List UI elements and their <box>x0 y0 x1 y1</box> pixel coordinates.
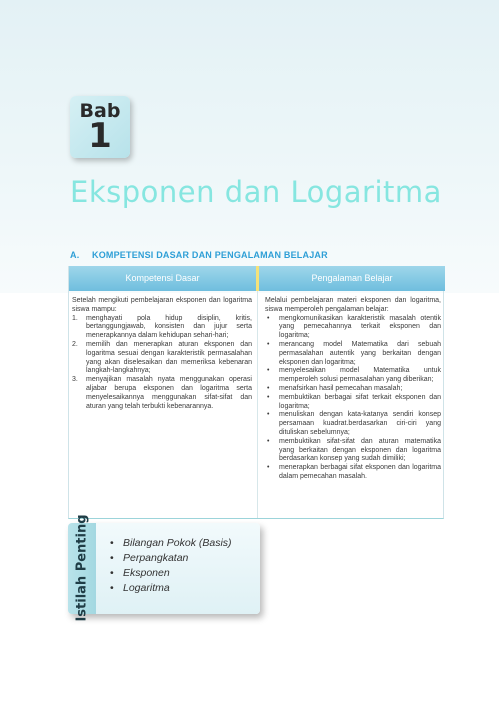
kompetensi-intro: Setelah mengikuti pembelajaran eksponen dan logaritma siswa mampu: <box>72 297 252 313</box>
list-item: • membuktikan sifat-sifat dan aturan matematika yang berkaitan dengan eksponen dan logaritma berdasarkan konsep yang sudah dimiliki; <box>267 437 441 463</box>
bullet-icon: • <box>267 340 270 348</box>
list-item: • mengkomunikasikan karakteristik masalah otentik yang pemecahannya terkait eksponen dan logaritma; <box>267 314 441 340</box>
list-item: 2. memilih dan menerapkan aturan eksponen dan logaritma sesuai dengan karakteristik permasalahan yang akan diselesaikan dan memeriksa kebenaran langkah-langkahnya; <box>72 340 252 375</box>
chapter-badge <box>70 96 130 158</box>
pengalaman-intro: Melalui pembelajaran materi eksponen dan logaritma, siswa memperoleh pengalaman belajar: <box>265 297 441 313</box>
bullet-icon: • <box>110 537 114 549</box>
bullet-icon: • <box>267 393 270 401</box>
bullet-icon: • <box>267 367 270 375</box>
bullet-icon: • <box>267 411 270 419</box>
bullet-icon: • <box>267 314 270 322</box>
kompetensi-cell <box>72 297 252 411</box>
column-header-kompetensi: Kompetensi Dasar <box>69 266 256 291</box>
column-divider <box>257 291 258 518</box>
chapter-label: Bab <box>79 100 121 122</box>
competency-table <box>68 266 444 519</box>
key-terms-list <box>110 536 232 596</box>
list-item: • membuktikan berbagai sifat terkait eksponen dan logaritma; <box>267 393 441 410</box>
list-item: • Perpangkatan <box>110 552 189 564</box>
list-item: • Logaritma <box>110 582 170 594</box>
key-terms-box <box>68 514 260 622</box>
list-item: • Eksponen <box>110 567 170 579</box>
column-header-pengalaman: Pengalaman Belajar <box>259 266 445 291</box>
list-item: 1. menghayati pola hidup disiplin, kritis, bertanggungjawab, konsisten dan jujur serta menerapkannya dalam kehidupan sehari-hari; <box>72 314 252 340</box>
section-heading-text: KOMPETENSI DASAR DAN PENGALAMAN BELAJAR <box>92 250 328 260</box>
key-terms-tab <box>68 514 96 622</box>
bullet-icon: • <box>110 552 114 564</box>
bullet-icon: • <box>267 464 270 472</box>
list-item: • menuliskan dengan kata-katanya sendiri konsep persamaan kuadrat.berdasarkan ciri-ciri yang dituliskan sebelumnya; <box>267 411 441 436</box>
bullet-icon: • <box>110 567 114 579</box>
list-item: • menyelesaikan model Matematika untuk memperoleh solusi permasalahan yang diberikan; <box>267 367 441 384</box>
list-item: • merancang model Matematika dari sebuah permasalahan autentik yang berkaitan dengan eksponen dan logaritma; <box>267 340 441 366</box>
list-item: 3. menyajikan masalah nyata menggunakan operasi aljabar berupa eksponen dan logaritma serta menyelesaikannya menggunakan sifat-sifat dan aturan yang telah terbukti kebenarannya. <box>72 376 252 410</box>
bullet-icon: • <box>267 437 270 445</box>
bullet-icon: • <box>267 384 270 392</box>
list-item: • Bilangan Pokok (Basis) <box>110 537 232 549</box>
key-terms-label: Istilah Penting <box>74 514 90 622</box>
bullet-icon: • <box>110 582 114 594</box>
section-letter: A. <box>70 250 80 260</box>
kompetensi-list <box>72 315 252 412</box>
chapter-title: Eksponen dan Logaritma <box>70 175 442 209</box>
chapter-number: 1 <box>88 116 112 156</box>
list-item: • menerapkan berbagai sifat eksponen dan logaritma dalam pemecahan masalah. <box>267 464 441 480</box>
pengalaman-cell <box>265 297 441 482</box>
pengalaman-list <box>265 315 441 482</box>
section-heading <box>70 250 450 260</box>
list-item: • menafsirkan hasil pemecahan masalah; <box>267 384 403 392</box>
